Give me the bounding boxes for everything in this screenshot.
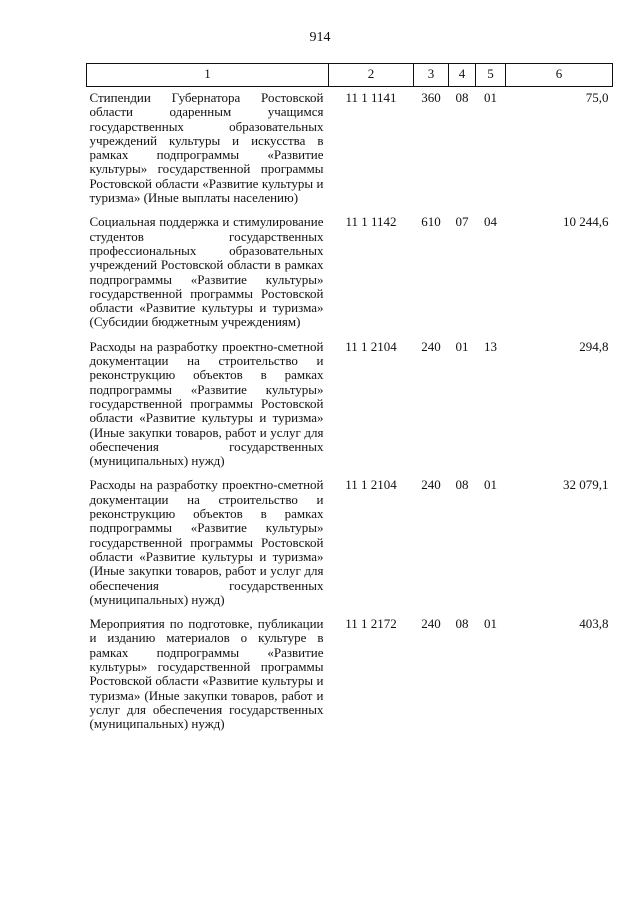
row-section: 01	[455, 338, 469, 354]
row-section: 08	[455, 477, 469, 493]
row-expense-type: 610	[421, 214, 441, 230]
row-description: Стипендии Губернатора Ростовской области одаренным учащимся государственных образовательных учреждений культуры и искусства в рамках подпрограммы «Развитие культуры» государственной программы Ростовской области «Развитие культуры и туризма» (Иные выплаты населению)	[89, 90, 324, 206]
row-amount: 32 079,1	[563, 477, 609, 493]
row-subsection: 13	[484, 338, 497, 354]
row-target-code: 11 1 1141	[345, 90, 397, 105]
row-amount: 294,8	[579, 338, 609, 354]
row-description: Расходы на разработку проектно-сметной документации на строительство и реконструкцию объектов в рамках подпрограммы «Развитие культуры» государственной программы Ростовской области «Развитие культуры и туризма» (Иные закупки товаров, работ и услуг для обеспечения государственных (муниципальных) нужд)	[89, 338, 324, 469]
row-target-code: 11 1 2104	[345, 338, 397, 354]
row-subsection: 01	[484, 477, 497, 493]
row-amount: 10 244,6	[563, 214, 609, 230]
row-subsection: 01	[484, 90, 497, 105]
row-section: 08	[455, 616, 469, 632]
row-description: Социальная поддержка и стимулирование студентов государственных профессиональных образовательных учреждений Ростовской области в рамках подпрограммы «Развитие культуры» государственной программы Ростовской области «Развитие культуры и туризма» (Субсидии бюджетным учреждениям)	[89, 214, 324, 330]
row-section: 07	[455, 214, 469, 230]
row-amount: 75,0	[585, 90, 609, 105]
table-row	[87, 213, 613, 337]
row-amount: 403,8	[579, 616, 609, 632]
table-row	[87, 476, 613, 615]
row-subsection: 01	[484, 616, 497, 632]
row-target-code: 11 1 2104	[345, 477, 397, 493]
row-section: 08	[455, 90, 469, 105]
table-row	[87, 338, 613, 477]
row-description: Расходы на разработку проектно-сметной документации на строительство и реконструкцию объектов в рамках подпрограммы «Развитие культуры» государственной программы Ростовской области «Развитие культуры и туризма» (Иные закупки товаров, работ и услуг для обеспечения государственных (муниципальных) нужд)	[89, 477, 324, 607]
column-header-amount: 6	[506, 64, 613, 87]
row-description: Мероприятия по подготовке, публикации и изданию материалов о культуре в рамках подпрограммы «Развитие культуры» государственной программы Ростовской области «Развитие культуры и туризма» (Иные закупки товаров, работ и услуг для обеспечения государственных (муниципальных) нужд)	[89, 616, 324, 732]
row-subsection: 04	[484, 214, 497, 230]
row-expense-type: 360	[421, 90, 441, 105]
column-header-description: 1	[87, 64, 329, 87]
table-row	[87, 87, 613, 214]
table-header-row	[87, 64, 613, 87]
row-target-code: 11 1 2172	[345, 616, 397, 632]
column-header-rz: 4	[449, 64, 476, 87]
row-expense-type: 240	[421, 338, 441, 354]
budget-table	[86, 63, 613, 739]
column-header-kvr: 3	[414, 64, 449, 87]
table-row	[87, 615, 613, 739]
page-number: 914	[309, 30, 331, 45]
row-target-code: 11 1 1142	[345, 214, 397, 230]
column-header-pr: 5	[476, 64, 506, 87]
column-header-code: 2	[329, 64, 414, 87]
row-expense-type: 240	[421, 477, 441, 493]
row-expense-type: 240	[421, 616, 441, 632]
